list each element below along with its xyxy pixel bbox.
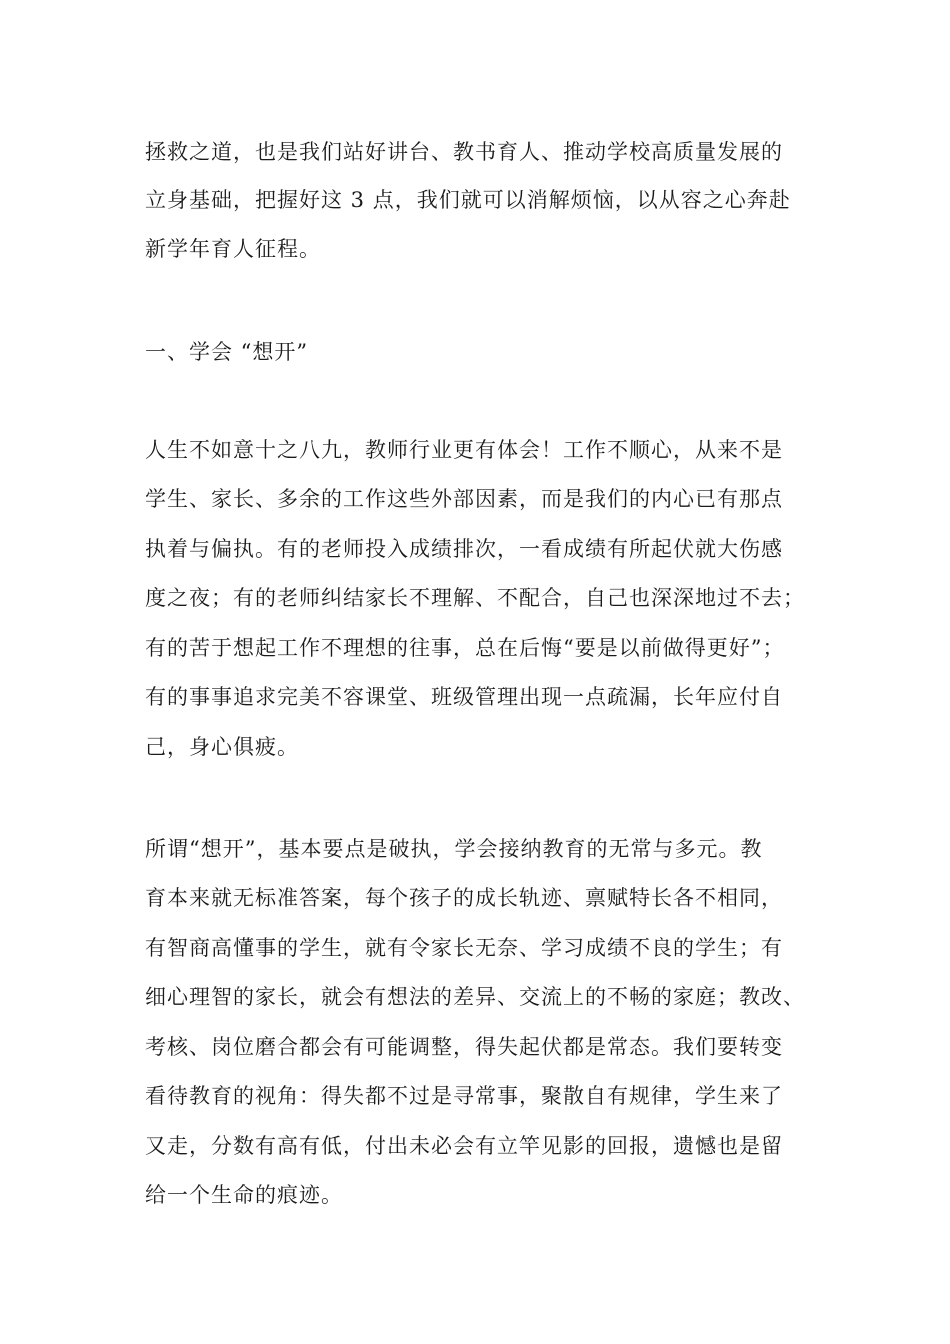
paragraph-line: 又走，分数有高有低，付出未必会有立竿见影的回报，遗憾也是留 <box>145 1134 783 1158</box>
paragraph-line: 看待教育的视角：得失都不过是寻常事，聚散自有规律，学生来了 <box>145 1084 783 1108</box>
paragraph-line: 有的事事追求完美不容课堂、班级管理出现一点疏漏，长年应付自 <box>145 685 783 709</box>
paragraph-line: 执着与偏执。有的老师投入成绩排次，一看成绩有所起伏就大伤感 <box>145 537 783 561</box>
intro-line: 拯救之道，也是我们站好讲台、教书育人、推动学校高质量发展的 <box>145 140 783 164</box>
paragraph-line: 度之夜；有的老师纠结家长不理解、不配合，自己也深深地过不去； <box>145 586 805 610</box>
intro-line: 新学年育人征程。 <box>145 237 321 261</box>
paragraph-line: 育本来就无标准答案，每个孩子的成长轨迹、禀赋特长各不相同， <box>145 886 783 910</box>
paragraph-line: 己，身心俱疲。 <box>145 735 299 759</box>
paragraph-line: 有智商高懂事的学生，就有令家长无奈、学习成绩不良的学生；有 <box>145 936 783 960</box>
paragraph-line: 所谓“想开”，基本要点是破执，学会接纳教育的无常与多元。教 <box>145 837 763 861</box>
paragraph-line: 给一个生命的痕迹。 <box>145 1183 343 1207</box>
intro-line: 立身基础，把握好这 3 点，我们就可以消解烦恼，以从容之心奔赴 <box>145 188 791 212</box>
paragraph-line: 学生、家长、多余的工作这些外部因素，而是我们的内心已有那点 <box>145 487 783 511</box>
section-heading: 一、学会 “想开” <box>145 340 309 364</box>
paragraph-line: 细心理智的家长，就会有想法的差异、交流上的不畅的家庭；教改、 <box>145 985 805 1009</box>
paragraph-line: 有的苦于想起工作不理想的往事，总在后悔“要是以前做得更好”； <box>145 636 785 660</box>
paragraph-line: 考核、岗位磨合都会有可能调整，得失起伏都是常态。我们要转变 <box>145 1035 783 1059</box>
paragraph-line: 人生不如意十之八九，教师行业更有体会！工作不顺心，从来不是 <box>145 438 783 462</box>
